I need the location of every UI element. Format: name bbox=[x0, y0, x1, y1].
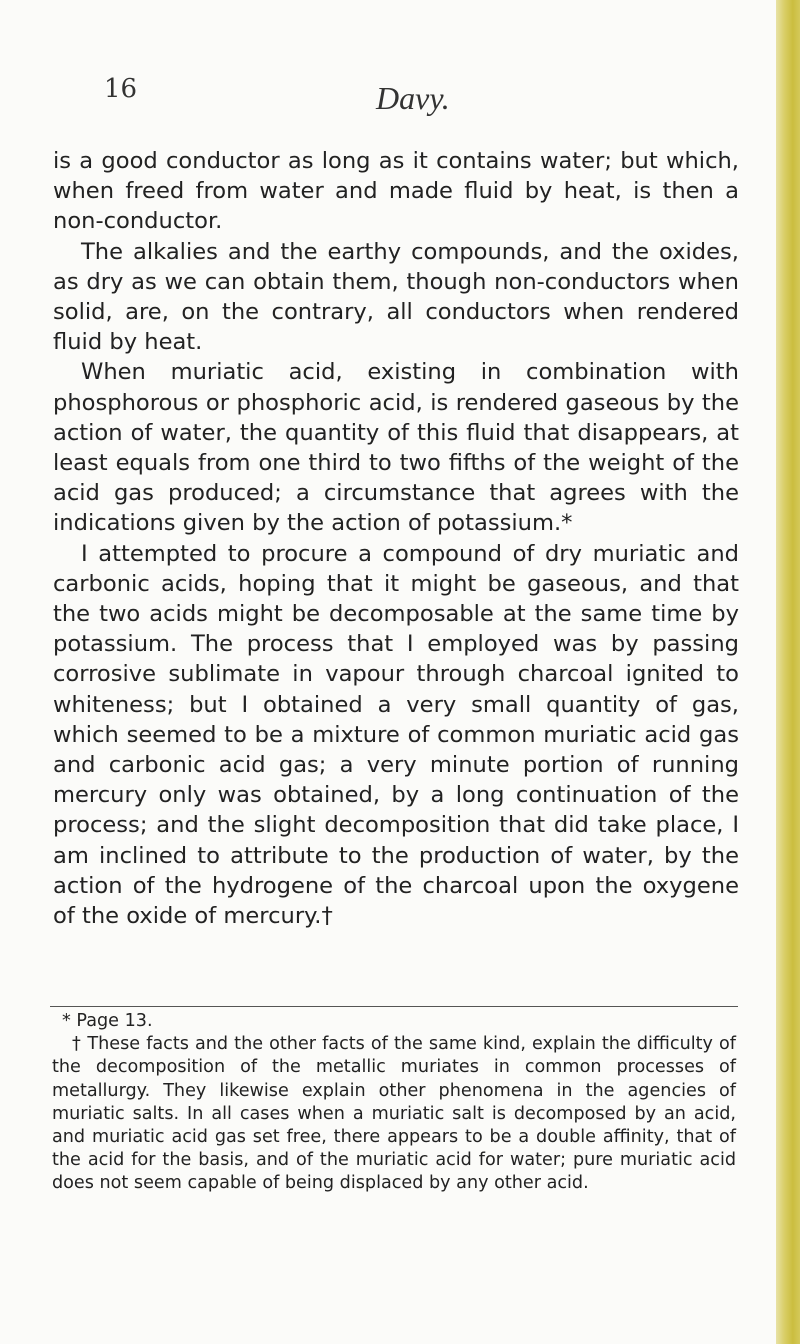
running-head: Davy. bbox=[376, 80, 450, 116]
footnote-rule bbox=[50, 1006, 738, 1007]
footnote-text: † These facts and the other facts of the same kind, explain the difficulty of the decomposition of the metallic muriates in common processes of metallurgy. They likewise explain other phenomena in the agencies of muriatic salts. In all cases when a muriatic salt is decomposed by an acid, and muriatic acid gas set free, there appears to be a double affinity, that of the acid for the basis, and of the muriatic acid for water; pure muriatic acid does not seem capable of being displaced by any other acid. bbox=[52, 1034, 736, 1194]
paragraph: The alkalies and the earthy compounds, and the oxides, as dry as we can obtain them, though non-conductors when solid, are, on the contrary, all conductors when rendered fluid by heat. bbox=[53, 238, 739, 356]
footnote-page-reference: * Page 13. bbox=[62, 1011, 153, 1031]
paragraph: When muriatic acid, existing in combination with phosphorous or phosphoric acid, is rendered gaseous by the action of water, the quantity of this fluid that disappears, at least equals from one third to two fifths of the weight of the acid gas produced; a circumstance that agrees with the indications given by the action of potassium.* bbox=[53, 359, 739, 537]
footnotes bbox=[52, 1010, 736, 1196]
page-edge-strip bbox=[776, 0, 800, 1344]
paragraph: I attempted to procure a compound of dry muriatic and carbonic acids, hoping that it might be gaseous, and that the two acids might be decomposable at the same time by potassium. The process that I employed was by passing corrosive sublimate in vapour through charcoal ignited to whiteness; but I obtained a very small quantity of gas, which seemed to be a mixture of common muriatic acid gas and carbonic acid gas; a very minute portion of running mercury only was obtained, by a long continuation of the process; and the slight decomposition that did take place, I am inclined to attribute to the production of water, by the action of the hydrogene of the charcoal upon the oxygene of the oxide of mercury.† bbox=[53, 540, 739, 930]
paragraph: is a good conductor as long as it contains water; but which, when freed from water and made fluid by heat, is then a non-conductor. bbox=[53, 148, 739, 235]
body-text bbox=[53, 146, 739, 931]
page-number: 16 bbox=[104, 74, 138, 104]
